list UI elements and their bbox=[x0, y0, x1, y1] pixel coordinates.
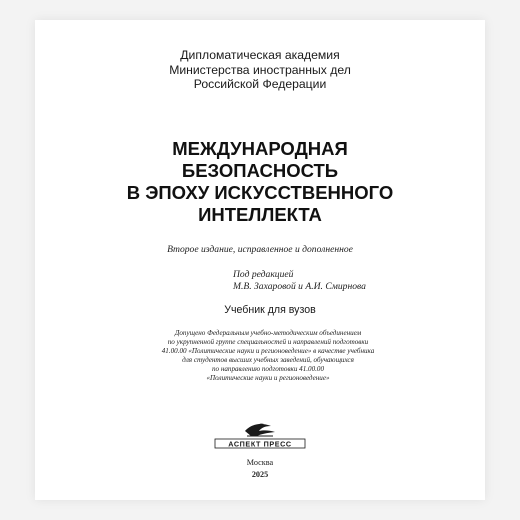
approval-line: «Политические науки и регионоведение» bbox=[206, 374, 330, 382]
publisher-logo-text: АСПЕКТ ПРЕСС bbox=[228, 439, 292, 449]
approval-line: для студентов высших учебных заведений, обучающихся bbox=[182, 356, 354, 364]
editors-line: М.В. Захаровой и А.И. Смирнова bbox=[233, 280, 366, 292]
book-type: Учебник для вузов bbox=[224, 304, 316, 316]
institution-block bbox=[35, 48, 485, 92]
bird-icon bbox=[245, 424, 275, 436]
editors-line: Под редакцией bbox=[233, 269, 294, 280]
book-title bbox=[35, 138, 485, 226]
institution-line: Министерства иностранных дел bbox=[169, 62, 351, 77]
editors-block bbox=[233, 269, 453, 292]
approval-line: по направлению подготовки 41.00.00 bbox=[211, 365, 325, 373]
approval-block bbox=[43, 329, 493, 383]
publisher-city: Москва bbox=[246, 458, 274, 467]
approval-line: по укрупненной группе специальностей и направлений подготовки bbox=[167, 338, 369, 346]
title-line: ИНТЕЛЛЕКТА bbox=[198, 204, 322, 225]
institution-line: Российской Федерации bbox=[193, 77, 327, 91]
publisher-logo bbox=[211, 418, 309, 454]
approval-line: 41.00.00 «Политические науки и регионоведение» в качестве учебника bbox=[161, 347, 375, 355]
title-page-sheet bbox=[35, 20, 485, 500]
institution-line: Дипломатическая академия bbox=[180, 48, 340, 62]
publication-year: 2025 bbox=[251, 470, 269, 479]
edition-note: Второе издание, исправленное и дополненное bbox=[167, 244, 353, 255]
title-line: БЕЗОПАСНОСТЬ bbox=[181, 160, 339, 181]
title-line: МЕЖДУНАРОДНАЯ bbox=[172, 138, 348, 159]
approval-line: Допущено Федеральным учебно-методическим объединением bbox=[174, 329, 362, 337]
title-line: В ЭПОХУ ИСКУССТВЕННОГО bbox=[126, 182, 394, 203]
